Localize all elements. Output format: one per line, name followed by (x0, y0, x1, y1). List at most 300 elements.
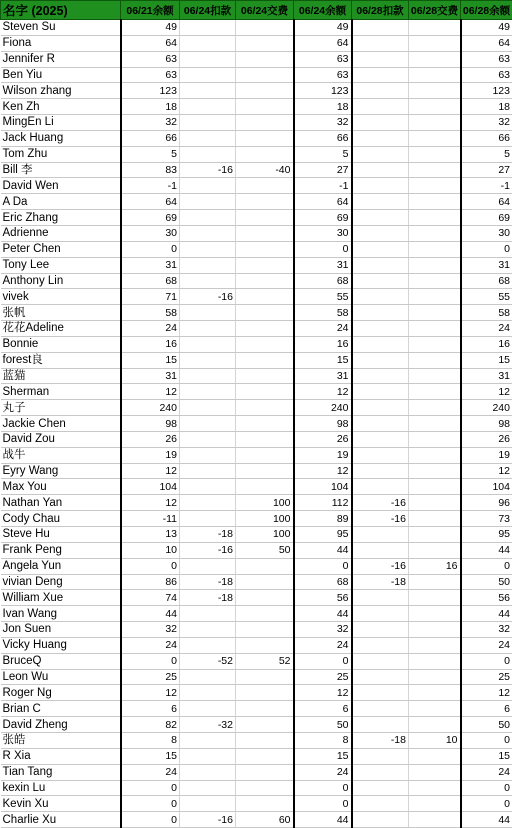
balance-0624-cell[interactable]: 26 (294, 431, 352, 447)
payment-0624-cell[interactable] (236, 35, 294, 51)
name-cell[interactable]: 张帆 (1, 305, 121, 321)
deduction-0624-cell[interactable] (180, 146, 236, 162)
balance-0628-cell[interactable]: 0 (461, 780, 512, 796)
balance-0624-cell[interactable]: 24 (294, 637, 352, 653)
name-cell[interactable]: William Xue (1, 590, 121, 606)
balance-0621-cell[interactable]: 25 (121, 669, 180, 685)
balance-0628-cell[interactable]: 32 (461, 622, 512, 638)
name-cell[interactable]: Tom Zhu (1, 146, 121, 162)
deduction-0624-cell[interactable] (180, 305, 236, 321)
deduction-0624-cell[interactable] (180, 416, 236, 432)
deduction-0624-cell[interactable] (180, 178, 236, 194)
payment-0624-cell[interactable] (236, 368, 294, 384)
deduction-0628-cell[interactable] (352, 130, 409, 146)
name-cell[interactable]: Cody Chau (1, 511, 121, 527)
balance-0621-cell[interactable]: 32 (121, 115, 180, 131)
name-cell[interactable]: Ivan Wang (1, 606, 121, 622)
balance-0621-cell[interactable]: 8 (121, 732, 180, 748)
deduction-0628-cell[interactable] (352, 717, 409, 733)
balance-0621-cell[interactable]: 66 (121, 130, 180, 146)
payment-0628-cell[interactable] (409, 685, 461, 701)
name-cell[interactable]: Jack Huang (1, 130, 121, 146)
deduction-0624-cell[interactable] (180, 479, 236, 495)
deduction-0628-cell[interactable] (352, 162, 409, 178)
balance-0628-cell[interactable]: 31 (461, 368, 512, 384)
payment-0624-cell[interactable] (236, 463, 294, 479)
deduction-0628-cell[interactable] (352, 764, 409, 780)
deduction-0628-cell[interactable] (352, 431, 409, 447)
balance-0621-cell[interactable]: 44 (121, 606, 180, 622)
payment-0624-cell[interactable] (236, 257, 294, 273)
balance-0628-cell[interactable]: 6 (461, 701, 512, 717)
deduction-0628-cell[interactable] (352, 352, 409, 368)
deduction-0628-cell[interactable] (352, 606, 409, 622)
balance-0621-cell[interactable]: 86 (121, 574, 180, 590)
balance-0628-cell[interactable]: 19 (461, 447, 512, 463)
deduction-0628-cell[interactable] (352, 20, 409, 36)
payment-0628-cell[interactable] (409, 780, 461, 796)
balance-0624-cell[interactable]: 30 (294, 225, 352, 241)
deduction-0624-cell[interactable]: -16 (180, 812, 236, 828)
payment-0624-cell[interactable] (236, 83, 294, 99)
balance-0624-cell[interactable]: 104 (294, 479, 352, 495)
payment-0624-cell[interactable] (236, 321, 294, 337)
name-cell[interactable]: Jennifer R (1, 51, 121, 67)
balance-0624-cell[interactable]: 44 (294, 542, 352, 558)
name-cell[interactable]: Bill 李 (1, 162, 121, 178)
deduction-0628-cell[interactable] (352, 384, 409, 400)
deduction-0628-cell[interactable] (352, 115, 409, 131)
balance-0628-cell[interactable]: 16 (461, 336, 512, 352)
deduction-0624-cell[interactable] (180, 685, 236, 701)
payment-0624-cell[interactable]: -40 (236, 162, 294, 178)
balance-0624-cell[interactable]: 0 (294, 780, 352, 796)
deduction-0628-cell[interactable] (352, 67, 409, 83)
deduction-0624-cell[interactable] (180, 273, 236, 289)
payment-0628-cell[interactable] (409, 542, 461, 558)
name-cell[interactable]: 张皓 (1, 732, 121, 748)
balance-0624-cell[interactable]: 19 (294, 447, 352, 463)
deduction-0624-cell[interactable] (180, 796, 236, 812)
balance-0628-cell[interactable]: 5 (461, 146, 512, 162)
deduction-0624-cell[interactable] (180, 447, 236, 463)
payment-0628-cell[interactable] (409, 431, 461, 447)
balance-0624-cell[interactable]: 240 (294, 400, 352, 416)
balance-0624-cell[interactable]: 15 (294, 748, 352, 764)
deduction-0624-cell[interactable]: -16 (180, 162, 236, 178)
payment-0628-cell[interactable] (409, 352, 461, 368)
balance-0624-cell[interactable]: 0 (294, 796, 352, 812)
balance-0624-cell[interactable]: 18 (294, 99, 352, 115)
balance-0621-cell[interactable]: 13 (121, 527, 180, 543)
deduction-0624-cell[interactable]: -18 (180, 527, 236, 543)
balance-0628-cell[interactable]: 98 (461, 416, 512, 432)
payment-0624-cell[interactable] (236, 431, 294, 447)
deduction-0628-cell[interactable] (352, 400, 409, 416)
payment-0624-cell[interactable] (236, 178, 294, 194)
payment-0624-cell[interactable] (236, 748, 294, 764)
balance-0624-cell[interactable]: -1 (294, 178, 352, 194)
payment-0628-cell[interactable] (409, 194, 461, 210)
balance-0628-cell[interactable]: 240 (461, 400, 512, 416)
name-cell[interactable]: Ben Yiu (1, 67, 121, 83)
balance-0628-cell[interactable]: 96 (461, 495, 512, 511)
balance-0628-cell[interactable]: 104 (461, 479, 512, 495)
payment-0628-cell[interactable] (409, 67, 461, 83)
balance-0621-cell[interactable]: 12 (121, 495, 180, 511)
deduction-0628-cell[interactable] (352, 241, 409, 257)
balance-0628-cell[interactable]: 95 (461, 527, 512, 543)
payment-0628-cell[interactable] (409, 479, 461, 495)
balance-0628-cell[interactable]: 31 (461, 257, 512, 273)
name-cell[interactable]: 蓝猫 (1, 368, 121, 384)
payment-0628-cell[interactable] (409, 368, 461, 384)
balance-0624-cell[interactable]: 89 (294, 511, 352, 527)
balance-0628-cell[interactable]: -1 (461, 178, 512, 194)
payment-0628-cell[interactable] (409, 178, 461, 194)
payment-0628-cell[interactable] (409, 321, 461, 337)
balance-0628-cell[interactable]: 44 (461, 812, 512, 828)
deduction-0624-cell[interactable] (180, 780, 236, 796)
deduction-0624-cell[interactable] (180, 20, 236, 36)
deduction-0624-cell[interactable] (180, 669, 236, 685)
balance-0628-cell[interactable]: 123 (461, 83, 512, 99)
name-cell[interactable]: Eyry Wang (1, 463, 121, 479)
deduction-0624-cell[interactable] (180, 321, 236, 337)
deduction-0624-cell[interactable] (180, 336, 236, 352)
balance-0624-cell[interactable]: 27 (294, 162, 352, 178)
column-header-name[interactable]: 名字 (2025) (1, 1, 121, 20)
payment-0624-cell[interactable] (236, 20, 294, 36)
balance-0621-cell[interactable]: 64 (121, 194, 180, 210)
payment-0624-cell[interactable] (236, 289, 294, 305)
balance-0621-cell[interactable]: 82 (121, 717, 180, 733)
balance-0624-cell[interactable]: 112 (294, 495, 352, 511)
balance-0624-cell[interactable]: 64 (294, 35, 352, 51)
payment-0628-cell[interactable] (409, 812, 461, 828)
balance-0624-cell[interactable]: 49 (294, 20, 352, 36)
balance-0628-cell[interactable]: 0 (461, 732, 512, 748)
name-cell[interactable]: Roger Ng (1, 685, 121, 701)
balance-0621-cell[interactable]: 0 (121, 796, 180, 812)
payment-0624-cell[interactable] (236, 352, 294, 368)
balance-0621-cell[interactable]: -1 (121, 178, 180, 194)
payment-0628-cell[interactable] (409, 273, 461, 289)
deduction-0628-cell[interactable] (352, 796, 409, 812)
deduction-0624-cell[interactable] (180, 463, 236, 479)
balance-0621-cell[interactable]: 12 (121, 384, 180, 400)
deduction-0624-cell[interactable] (180, 257, 236, 273)
balance-0624-cell[interactable]: 123 (294, 83, 352, 99)
name-cell[interactable]: Anthony Lin (1, 273, 121, 289)
payment-0628-cell[interactable] (409, 669, 461, 685)
deduction-0624-cell[interactable] (180, 495, 236, 511)
payment-0628-cell[interactable] (409, 637, 461, 653)
deduction-0624-cell[interactable] (180, 130, 236, 146)
balance-0624-cell[interactable]: 68 (294, 574, 352, 590)
balance-0621-cell[interactable]: 71 (121, 289, 180, 305)
balance-0624-cell[interactable]: 56 (294, 590, 352, 606)
balance-0624-cell[interactable]: 31 (294, 368, 352, 384)
balance-0624-cell[interactable]: 31 (294, 257, 352, 273)
deduction-0628-cell[interactable] (352, 368, 409, 384)
balance-0621-cell[interactable]: 0 (121, 653, 180, 669)
deduction-0628-cell[interactable] (352, 812, 409, 828)
payment-0624-cell[interactable] (236, 305, 294, 321)
name-cell[interactable]: Frank Peng (1, 542, 121, 558)
name-cell[interactable]: MingEn Li (1, 115, 121, 131)
name-cell[interactable]: Kevin Xu (1, 796, 121, 812)
payment-0624-cell[interactable] (236, 336, 294, 352)
payment-0624-cell[interactable] (236, 637, 294, 653)
balance-0628-cell[interactable]: 44 (461, 542, 512, 558)
balance-0624-cell[interactable]: 63 (294, 51, 352, 67)
balance-0621-cell[interactable]: 104 (121, 479, 180, 495)
column-header-0628-deduction[interactable]: 06/28扣款 (352, 1, 409, 20)
balance-0628-cell[interactable]: 0 (461, 558, 512, 574)
balance-0624-cell[interactable]: 12 (294, 384, 352, 400)
balance-0624-cell[interactable]: 0 (294, 653, 352, 669)
payment-0628-cell[interactable] (409, 384, 461, 400)
deduction-0628-cell[interactable] (352, 146, 409, 162)
payment-0624-cell[interactable] (236, 115, 294, 131)
name-cell[interactable]: Charlie Xu (1, 812, 121, 828)
deduction-0628-cell[interactable] (352, 542, 409, 558)
deduction-0628-cell[interactable] (352, 479, 409, 495)
balance-0621-cell[interactable]: 24 (121, 321, 180, 337)
balance-0628-cell[interactable]: 32 (461, 115, 512, 131)
deduction-0624-cell[interactable] (180, 701, 236, 717)
balance-0621-cell[interactable]: 16 (121, 336, 180, 352)
balance-0624-cell[interactable]: 63 (294, 67, 352, 83)
balance-0628-cell[interactable]: 24 (461, 637, 512, 653)
name-cell[interactable]: David Zou (1, 431, 121, 447)
balance-0621-cell[interactable]: 63 (121, 51, 180, 67)
payment-0628-cell[interactable] (409, 225, 461, 241)
name-cell[interactable]: 丸子 (1, 400, 121, 416)
payment-0628-cell[interactable] (409, 241, 461, 257)
name-cell[interactable]: forest良 (1, 352, 121, 368)
deduction-0628-cell[interactable] (352, 669, 409, 685)
name-cell[interactable]: Leon Wu (1, 669, 121, 685)
balance-0624-cell[interactable]: 68 (294, 273, 352, 289)
payment-0628-cell[interactable] (409, 115, 461, 131)
balance-0621-cell[interactable]: 10 (121, 542, 180, 558)
deduction-0624-cell[interactable]: -18 (180, 574, 236, 590)
balance-0621-cell[interactable]: 69 (121, 210, 180, 226)
name-cell[interactable]: kexin Lu (1, 780, 121, 796)
balance-0624-cell[interactable]: 8 (294, 732, 352, 748)
payment-0624-cell[interactable] (236, 622, 294, 638)
balance-0624-cell[interactable]: 12 (294, 685, 352, 701)
balance-0621-cell[interactable]: 15 (121, 748, 180, 764)
balance-0621-cell[interactable]: 49 (121, 20, 180, 36)
column-header-0624-balance[interactable]: 06/24余额 (294, 1, 352, 20)
deduction-0624-cell[interactable]: -52 (180, 653, 236, 669)
balance-0621-cell[interactable]: 24 (121, 764, 180, 780)
balance-0624-cell[interactable]: 95 (294, 527, 352, 543)
payment-0624-cell[interactable] (236, 51, 294, 67)
balance-0624-cell[interactable]: 44 (294, 606, 352, 622)
name-cell[interactable]: Nathan Yan (1, 495, 121, 511)
balance-0624-cell[interactable]: 64 (294, 194, 352, 210)
balance-0621-cell[interactable]: 12 (121, 463, 180, 479)
name-cell[interactable]: Jackie Chen (1, 416, 121, 432)
deduction-0624-cell[interactable] (180, 210, 236, 226)
deduction-0628-cell[interactable] (352, 99, 409, 115)
balance-0628-cell[interactable]: 73 (461, 511, 512, 527)
payment-0628-cell[interactable] (409, 653, 461, 669)
balance-0621-cell[interactable]: 0 (121, 812, 180, 828)
balance-0628-cell[interactable]: 12 (461, 685, 512, 701)
payment-0624-cell[interactable] (236, 384, 294, 400)
balance-0621-cell[interactable]: 83 (121, 162, 180, 178)
payment-0628-cell[interactable] (409, 606, 461, 622)
deduction-0624-cell[interactable]: -18 (180, 590, 236, 606)
balance-0628-cell[interactable]: 68 (461, 273, 512, 289)
payment-0628-cell[interactable] (409, 796, 461, 812)
deduction-0628-cell[interactable] (352, 305, 409, 321)
payment-0624-cell[interactable] (236, 669, 294, 685)
balance-0624-cell[interactable]: 55 (294, 289, 352, 305)
deduction-0628-cell[interactable] (352, 194, 409, 210)
deduction-0624-cell[interactable] (180, 764, 236, 780)
balance-0628-cell[interactable]: 12 (461, 463, 512, 479)
balance-0624-cell[interactable]: 58 (294, 305, 352, 321)
name-cell[interactable]: A Da (1, 194, 121, 210)
name-cell[interactable]: 战牛 (1, 447, 121, 463)
payment-0628-cell[interactable] (409, 20, 461, 36)
name-cell[interactable]: Steve Hu (1, 527, 121, 543)
deduction-0628-cell[interactable] (352, 637, 409, 653)
payment-0628-cell[interactable]: 10 (409, 732, 461, 748)
balance-0628-cell[interactable]: 0 (461, 653, 512, 669)
balance-0624-cell[interactable]: 16 (294, 336, 352, 352)
payment-0624-cell[interactable] (236, 400, 294, 416)
payment-0624-cell[interactable] (236, 606, 294, 622)
name-cell[interactable]: Ken Zh (1, 99, 121, 115)
deduction-0628-cell[interactable]: -16 (352, 558, 409, 574)
name-cell[interactable]: Jon Suen (1, 622, 121, 638)
payment-0628-cell[interactable] (409, 527, 461, 543)
payment-0624-cell[interactable] (236, 447, 294, 463)
balance-0621-cell[interactable]: 98 (121, 416, 180, 432)
balance-0621-cell[interactable]: 12 (121, 685, 180, 701)
deduction-0628-cell[interactable] (352, 447, 409, 463)
balance-0628-cell[interactable]: 30 (461, 225, 512, 241)
balance-0621-cell[interactable]: 5 (121, 146, 180, 162)
payment-0628-cell[interactable] (409, 99, 461, 115)
deduction-0624-cell[interactable] (180, 51, 236, 67)
balance-0628-cell[interactable]: 18 (461, 99, 512, 115)
deduction-0628-cell[interactable] (352, 178, 409, 194)
deduction-0628-cell[interactable] (352, 527, 409, 543)
deduction-0628-cell[interactable]: -16 (352, 511, 409, 527)
deduction-0628-cell[interactable] (352, 289, 409, 305)
payment-0628-cell[interactable] (409, 51, 461, 67)
balance-0624-cell[interactable]: 32 (294, 622, 352, 638)
balance-0621-cell[interactable]: 18 (121, 99, 180, 115)
balance-0621-cell[interactable]: 24 (121, 637, 180, 653)
name-cell[interactable]: Peter Chen (1, 241, 121, 257)
balance-0624-cell[interactable]: 66 (294, 130, 352, 146)
payment-0628-cell[interactable] (409, 590, 461, 606)
payment-0628-cell[interactable] (409, 83, 461, 99)
balance-0621-cell[interactable]: 26 (121, 431, 180, 447)
balance-0621-cell[interactable]: 240 (121, 400, 180, 416)
payment-0628-cell[interactable] (409, 511, 461, 527)
deduction-0624-cell[interactable] (180, 748, 236, 764)
balance-0624-cell[interactable]: 12 (294, 463, 352, 479)
balance-0628-cell[interactable]: 27 (461, 162, 512, 178)
deduction-0624-cell[interactable] (180, 83, 236, 99)
payment-0624-cell[interactable] (236, 99, 294, 115)
payment-0624-cell[interactable] (236, 273, 294, 289)
balance-0628-cell[interactable]: 50 (461, 574, 512, 590)
balance-0621-cell[interactable]: 0 (121, 241, 180, 257)
deduction-0624-cell[interactable]: -16 (180, 542, 236, 558)
deduction-0624-cell[interactable] (180, 67, 236, 83)
name-cell[interactable]: R Xia (1, 748, 121, 764)
balance-0628-cell[interactable]: 24 (461, 321, 512, 337)
balance-0624-cell[interactable]: 98 (294, 416, 352, 432)
balance-0628-cell[interactable]: 50 (461, 717, 512, 733)
balance-0621-cell[interactable]: 0 (121, 780, 180, 796)
payment-0628-cell[interactable] (409, 574, 461, 590)
balance-0628-cell[interactable]: 58 (461, 305, 512, 321)
balance-0624-cell[interactable]: 44 (294, 812, 352, 828)
balance-0628-cell[interactable]: 56 (461, 590, 512, 606)
balance-0628-cell[interactable]: 44 (461, 606, 512, 622)
deduction-0624-cell[interactable] (180, 115, 236, 131)
balance-0621-cell[interactable]: 74 (121, 590, 180, 606)
deduction-0624-cell[interactable] (180, 400, 236, 416)
name-cell[interactable]: Tony Lee (1, 257, 121, 273)
deduction-0628-cell[interactable] (352, 83, 409, 99)
payment-0628-cell[interactable] (409, 130, 461, 146)
balance-0621-cell[interactable]: 19 (121, 447, 180, 463)
balance-0624-cell[interactable]: 32 (294, 115, 352, 131)
payment-0624-cell[interactable]: 60 (236, 812, 294, 828)
payment-0628-cell[interactable] (409, 717, 461, 733)
payment-0628-cell[interactable] (409, 447, 461, 463)
balance-0628-cell[interactable]: 12 (461, 384, 512, 400)
column-header-0624-payment[interactable]: 06/24交费 (236, 1, 294, 20)
payment-0628-cell[interactable] (409, 622, 461, 638)
payment-0628-cell[interactable] (409, 701, 461, 717)
deduction-0628-cell[interactable] (352, 51, 409, 67)
payment-0624-cell[interactable] (236, 67, 294, 83)
balance-0621-cell[interactable]: 6 (121, 701, 180, 717)
column-header-0621-balance[interactable]: 06/21余额 (121, 1, 180, 20)
deduction-0628-cell[interactable] (352, 416, 409, 432)
payment-0624-cell[interactable] (236, 558, 294, 574)
name-cell[interactable]: Steven Su (1, 20, 121, 36)
name-cell[interactable]: Brian C (1, 701, 121, 717)
balance-0624-cell[interactable]: 24 (294, 321, 352, 337)
balance-0628-cell[interactable]: 66 (461, 130, 512, 146)
deduction-0624-cell[interactable]: -32 (180, 717, 236, 733)
payment-0624-cell[interactable] (236, 590, 294, 606)
deduction-0628-cell[interactable] (352, 225, 409, 241)
payment-0628-cell[interactable] (409, 748, 461, 764)
balance-0621-cell[interactable]: 0 (121, 558, 180, 574)
column-header-0628-balance[interactable]: 06/28余额 (461, 1, 512, 20)
balance-0621-cell[interactable]: -11 (121, 511, 180, 527)
payment-0628-cell[interactable] (409, 764, 461, 780)
deduction-0628-cell[interactable]: -18 (352, 574, 409, 590)
balance-0621-cell[interactable]: 63 (121, 67, 180, 83)
